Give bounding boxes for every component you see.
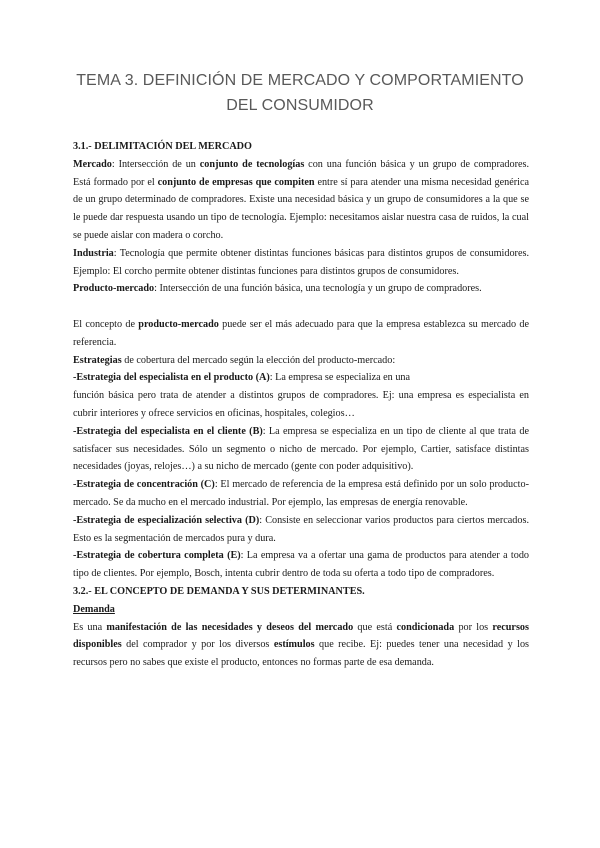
- text-segment: : La empresa se especializa en un tipo de cliente al que trata de satisfacer sus necesidades. Sólo un segmento o nicho de mercado. Por ejemplo, Cartier, satisface distintas necesidades (joyas, relojes…) a su nicho de mercado (gente con poder adquisitivo).: [73, 425, 529, 473]
- text-segment: puede ser el más adecuado para que la empresa establezca su mercado de referencia.: [73, 318, 529, 348]
- paragraph-producto-mercado: [73, 280, 529, 298]
- section-heading-3-1: 3.1.- DELIMITACIÓN DEL MERCADO: [73, 141, 252, 152]
- text-segment: : Intersección de una función básica, una tecnología y un grupo de compradores.: [154, 283, 482, 295]
- bold-phrase: conjunto de empresas que compiten: [157, 176, 315, 188]
- bold-phrase: conjunto de tecnologías: [199, 158, 305, 170]
- text-segment: que recibe. Ej: puedes tener una necesidad y los recursos pero no sabes que existe el producto, entonces no formas parte de esa demanda.: [73, 639, 529, 669]
- page-title: TEMA 3. DEFINICIÓN DE MERCADO Y COMPORTAMIENTO DEL CONSUMIDOR: [76, 72, 524, 114]
- bold-phrase: manifestación de las necesidades y deseos del mercado: [106, 621, 354, 633]
- bold-phrase: estímulos: [273, 639, 315, 651]
- text-segment: : El mercado de referencia de la empresa está definido por un solo producto-mercado. Se da mucho en el mercado industrial. Por ejemplo, las empresas de energía renovable.: [73, 479, 529, 508]
- term-producto-mercado: Producto-mercado: [73, 283, 155, 295]
- paragraph-estrategias: [73, 352, 529, 370]
- term-estrategia-e: -Estrategia de cobertura completa (E): [73, 550, 241, 562]
- paragraph-estrategia-b: [73, 423, 529, 476]
- text-segment: : Consiste en seleccionar varios productos para ciertos mercados. Esto es la segmentación de mercados pura y dura.: [73, 514, 529, 544]
- bold-phrase: condicionada: [396, 621, 455, 633]
- paragraph-concepto: [73, 316, 529, 352]
- term-estrategia-d: -Estrategia de especialización selectiva (D): [73, 514, 260, 526]
- paragraph-mercado: [73, 156, 529, 245]
- bold-phrase: recursos disponibles: [73, 621, 529, 651]
- term-estrategia-a: -Estrategia del especialista en el producto (A): [73, 372, 270, 384]
- bold-phrase: producto-mercado: [138, 318, 219, 330]
- text-segment: con una función básica y un grupo de compradores. Está formado por el: [73, 158, 529, 188]
- paragraph-estrategia-d: [73, 512, 529, 548]
- paragraph-estrategia-a-continued: [73, 387, 529, 423]
- text-segment: : La empresa se especializa en una: [269, 372, 411, 384]
- term-industria: Industria: [73, 247, 114, 259]
- text-segment: del comprador y por los diversos: [121, 639, 274, 651]
- term-estrategias: Estrategias: [73, 354, 122, 366]
- section-heading-3-2: 3.2.- EL CONCEPTO DE DEMANDA Y SUS DETERMINANTES.: [73, 585, 365, 597]
- paragraph-estrategia-a: [73, 369, 529, 387]
- paragraph-industria: [73, 245, 529, 281]
- text-segment: por los: [454, 621, 493, 633]
- text-segment: función básica pero trata de atender a distintos grupos de compradores. Ej: una empresa es especialista en cubrir interiores y ofrece servicios en oficinas, hospitales, colegios…: [73, 390, 529, 419]
- text-segment: : Intersección de un: [111, 158, 200, 170]
- paragraph-estrategia-e: [73, 547, 529, 583]
- term-estrategia-b: -Estrategia del especialista en el cliente (B): [73, 425, 263, 437]
- text-segment: de cobertura del mercado según la elección del producto-mercado:: [121, 354, 396, 366]
- text-segment: Es una: [73, 621, 107, 633]
- paragraph-estrategia-c: [73, 476, 529, 512]
- text-segment: : La empresa va a ofertar una gama de productos para atender a todo tipo de clientes. Por ejemplo, Bosch, intenta cubrir dentro de toda su oferta a todo tipo de compradores.: [73, 550, 530, 580]
- term-mercado: Mercado: [73, 158, 112, 170]
- blank-line: [73, 298, 529, 316]
- paragraph-demanda: [73, 619, 529, 672]
- document-body: [73, 138, 529, 672]
- text-segment: entre sí para atender una misma necesidad genérica de un grupo determinado de compradores. Existe una necesidad básica y un grupo de consumidores a la que se le puede dar respuesta usando un tipo de tecnología. Ejemplo: necesitamos aislar nuestra casa de ruidos, la cual se puede aislar con madera o corcho.: [73, 176, 529, 241]
- text-segment: : Tecnología que permite obtener distintas funciones básicas para distintos grupos de consumidores. Ejemplo: El corcho permite obtener distintas funciones para distintos grupos de consumidores.: [73, 247, 529, 277]
- term-estrategia-c: -Estrategia de concentración (C): [73, 479, 215, 491]
- text-segment: El concepto de: [73, 318, 139, 330]
- text-segment: que está: [353, 621, 397, 633]
- subheading-demanda: Demanda: [73, 603, 115, 615]
